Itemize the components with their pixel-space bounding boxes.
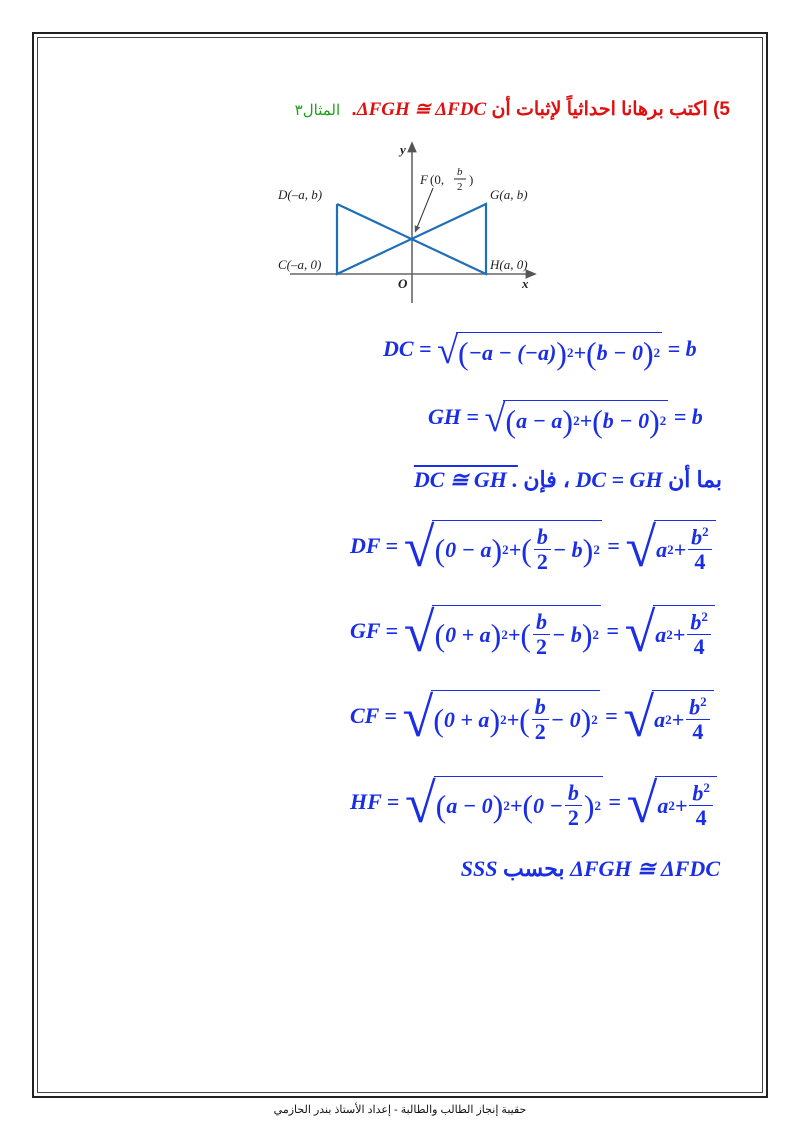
question-statement: ΔFGH ≅ ΔFDC — [356, 99, 487, 120]
then-ar: ، فإن — [523, 467, 570, 492]
eq-hf: HF = √ ( a − 0 ) 2 + ( 0 − $\frac{b}{2}$ ) 2 = √ a 2 + $\frac{b^2}{4}$ — [350, 776, 717, 832]
eq-dc: DC = √ ( −a − (−a) ) 2 + ( b − 0 ) 2 = b — [383, 330, 697, 372]
since-statement — [414, 467, 722, 493]
point-g-label: G(a, b) — [490, 187, 528, 202]
eq-gh-label: GH — [428, 404, 461, 430]
conclusion-rule: SSS — [460, 856, 498, 881]
conclusion-math: ΔFGH ≅ ΔFDC — [570, 856, 720, 881]
page-footer: حقيبة إنجاز الطالب والطالبة - إعداد الأستاذ بندر الحازمي — [273, 1104, 527, 1116]
eq-gh-result: = b — [673, 404, 703, 430]
conclusion-ar: بحسب — [503, 856, 565, 881]
since-math: DC = GH — [575, 467, 663, 492]
congruent-segments: DC ≅ GH . — [413, 467, 518, 492]
eq-cf: CF = √ ( 0 + a ) 2 + ( $\frac{b}{2}$ − 0 ) 2 = √ a 2 + $\frac{b^2}{4}$ — [350, 690, 714, 746]
point-c-label: C(–a, 0) — [278, 257, 322, 272]
point-f-name: F — [420, 172, 428, 187]
question-number: 5) — [713, 99, 730, 120]
question-text: اكتب برهانا احداثياً لإثبات أن — [491, 99, 708, 120]
origin-label: O — [398, 276, 408, 291]
point-f-frac-den: 2 — [457, 181, 463, 193]
point-d-label: D(–a, b) — [278, 187, 323, 202]
eq-gf-label: GF — [350, 618, 381, 644]
example-tag: المثال٣ — [294, 102, 341, 119]
question-period: . — [351, 99, 357, 120]
coordinate-figure — [270, 138, 560, 308]
eq-df-label: DF — [350, 533, 381, 559]
eq-gf: GF = √ ( 0 + a ) 2 + ( $\frac{b}{2}$ − b ) 2 = √ a 2 + $\frac{b^2}{4}$ — [350, 605, 715, 661]
eq-dc-label: DC — [383, 336, 414, 362]
point-f-frac-num: b — [457, 166, 463, 178]
point-f-coord-left: (0, — [430, 172, 445, 187]
conclusion — [461, 856, 720, 882]
point-f-coord-right: ) — [469, 172, 474, 187]
f-pointer — [416, 188, 433, 230]
since-ar: بما أن — [668, 467, 722, 492]
eq-gh: GH = √ ( a − a ) 2 + ( b − 0 ) 2 = b — [428, 398, 703, 440]
eq-dc-result: = b — [667, 336, 697, 362]
x-axis-label: x — [522, 276, 529, 291]
point-h-label: H(a, 0) — [490, 257, 528, 272]
eq-cf-label: CF — [350, 703, 379, 729]
y-axis-label: y — [400, 142, 406, 157]
question-title — [295, 98, 730, 121]
eq-df: DF = √ ( 0 − a ) 2 + ( $\frac{b}{2}$ − b ) 2 = √ a 2 + $\frac{b^2}{4}$ — [350, 520, 716, 576]
eq-hf-label: HF — [350, 789, 382, 815]
